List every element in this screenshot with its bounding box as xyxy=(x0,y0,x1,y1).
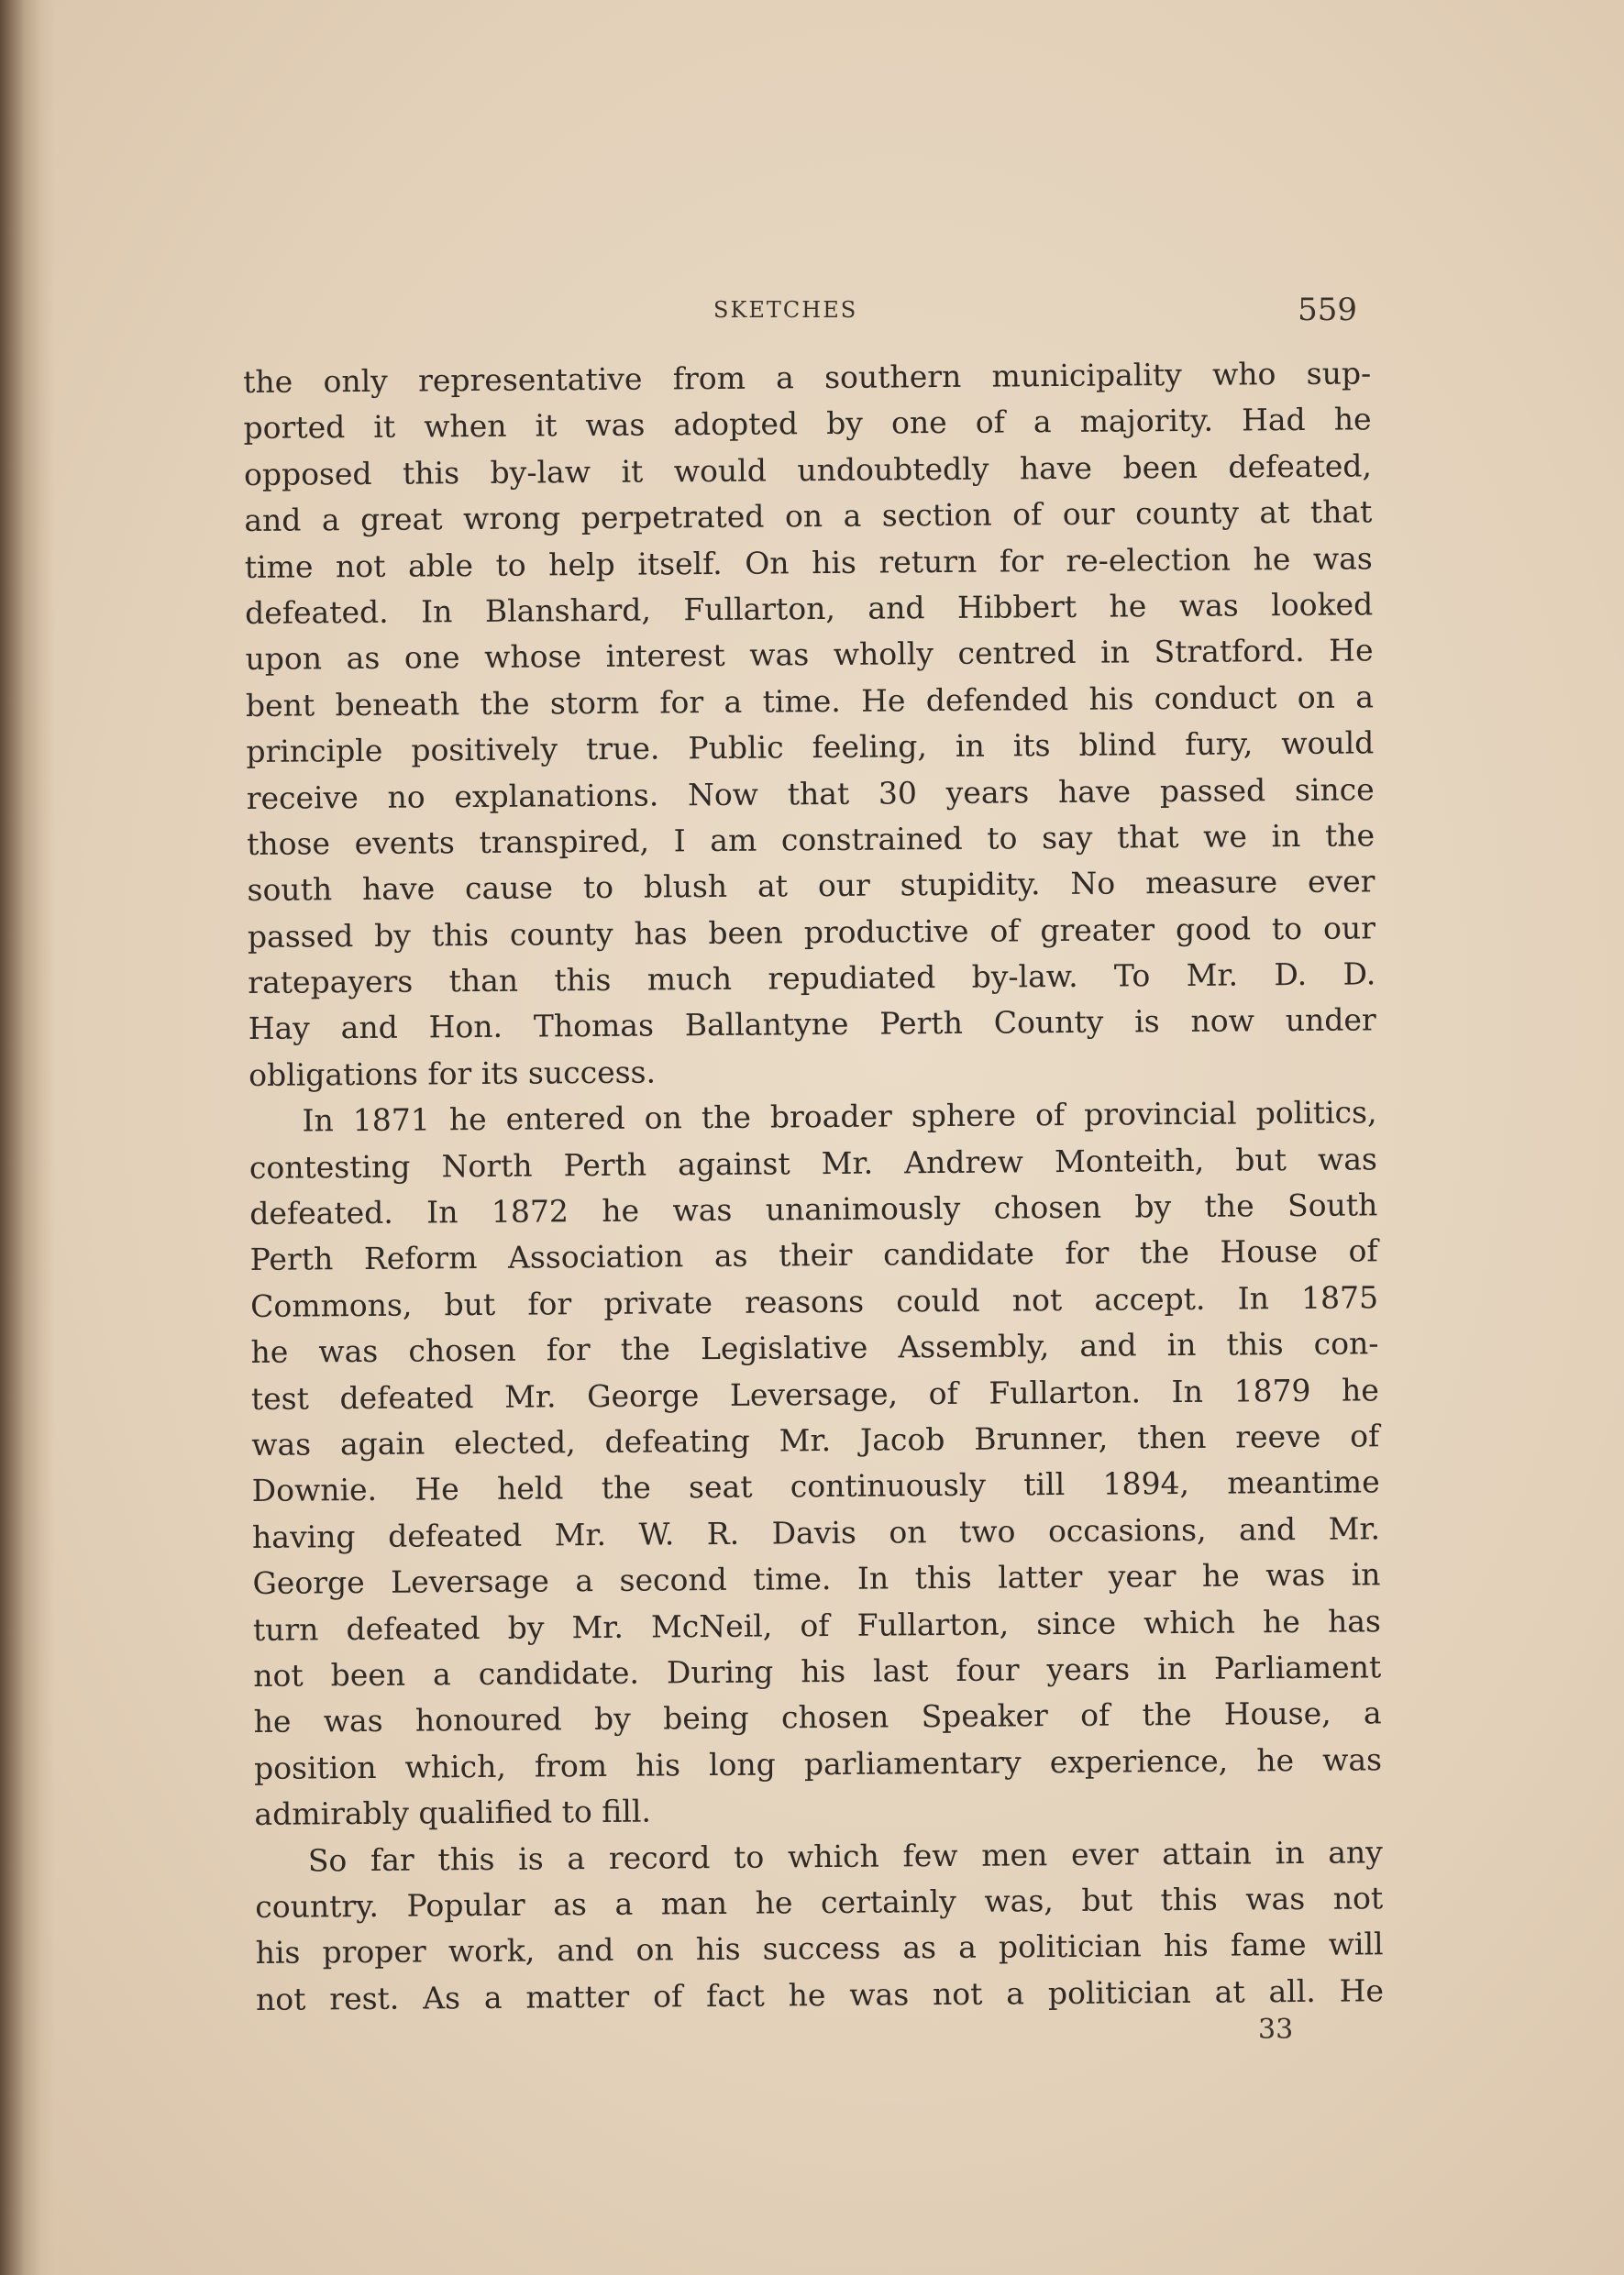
text-line: Downie. He held the seat continuously till 1894, meantime xyxy=(251,1463,1380,1509)
text-line: those events transpired, I am constrained to say that we in the xyxy=(246,817,1375,862)
text-line: and a great wrong perpetrated on a section of our county at that xyxy=(244,493,1373,539)
text-line: bent beneath the storm for a time. He defended his conduct on a xyxy=(245,679,1375,723)
text-line: not been a candidate. During his last four years in Parliament xyxy=(253,1649,1382,1694)
text-line: he was chosen for the Legislative Assembly, and in this con- xyxy=(250,1325,1379,1371)
text-line: receive no explanations. Now that 30 years have passed since xyxy=(246,770,1375,816)
paragraph-start-line: So far this is a record to which few men ever attain in any xyxy=(307,1833,1383,1878)
text-line: principle positively true. Public feeling, in its blind fury, would xyxy=(246,724,1375,770)
text-line: was again elected, defeating Mr. Jacob Brunner, then reeve of xyxy=(251,1418,1380,1463)
running-title: SKETCHES xyxy=(713,297,858,323)
paragraph-start-line: In 1871 he entered on the broader sphere of provincial politics, xyxy=(302,1094,1377,1139)
text-line: country. Popular as a man he certainly was, but this was not xyxy=(255,1880,1384,1925)
text-line: defeated. In 1872 he was unanimously chosen by the South xyxy=(249,1187,1378,1232)
paragraph-end-line: admirably qualified to fill. xyxy=(254,1793,652,1833)
signature-mark: 33 xyxy=(1258,2014,1294,2046)
book-binding-edge xyxy=(0,0,55,2275)
text-line: Commons, but for private reasons could not accept. In 1875 xyxy=(249,1279,1379,1324)
text-line: contesting North Perth against Mr. Andrew Monteith, but was xyxy=(249,1140,1378,1186)
text-line: passed by this county has been productive of greater good to our xyxy=(247,910,1376,955)
text-line: test defeated Mr. George Leversage, of Fullarton. In 1879 he xyxy=(250,1371,1380,1417)
page-number: 559 xyxy=(1298,292,1357,328)
text-line: turn defeated by Mr. McNeil, of Fullarton, since which he has xyxy=(252,1602,1381,1648)
text-line: having defeated Mr. W. R. Davis on two occasions, and Mr. xyxy=(251,1510,1381,1555)
text-line: opposed this by-law it would undoubtedly have been defeated, xyxy=(243,447,1373,492)
text-line: time not able to help itself. On his return for re-election he was xyxy=(244,539,1373,585)
text-line: position which, from his long parliamentary experience, he was xyxy=(253,1741,1383,1786)
text-line: upon as one whose interest was wholly centred in Stratford. He xyxy=(245,632,1374,678)
text-line: Hay and Hon. Thomas Ballantyne Perth County is now under xyxy=(248,1001,1376,1047)
text-line: the only representative from a southern municipality who sup- xyxy=(243,355,1372,400)
text-line: not rest. As a matter of fact he was not a politician at all. He xyxy=(255,1971,1385,2017)
running-head xyxy=(248,292,1357,337)
text-line: south have cause to blush at our stupidity. No measure ever xyxy=(247,863,1375,909)
paragraph-end-line: obligations for its success. xyxy=(248,1054,657,1093)
body-text xyxy=(243,350,1384,2023)
text-line: his proper work, and on his success as a politician his fame will xyxy=(255,1926,1384,1971)
text-line: defeated. In Blanshard, Fullarton, and Hibbert he was looked xyxy=(245,586,1374,631)
text-line: he was honoured by being chosen Speaker of the House, a xyxy=(253,1695,1382,1740)
text-line: George Leversage a second time. In this latter year he was in xyxy=(252,1556,1381,1602)
text-line: ratepayers than this much repudiated by-law. To Mr. D. D. xyxy=(248,955,1376,1001)
text-line: ported it when it was adopted by one of a majority. Had he xyxy=(243,401,1372,447)
text-line: Perth Reform Association as their candidate for the House of xyxy=(249,1232,1378,1278)
